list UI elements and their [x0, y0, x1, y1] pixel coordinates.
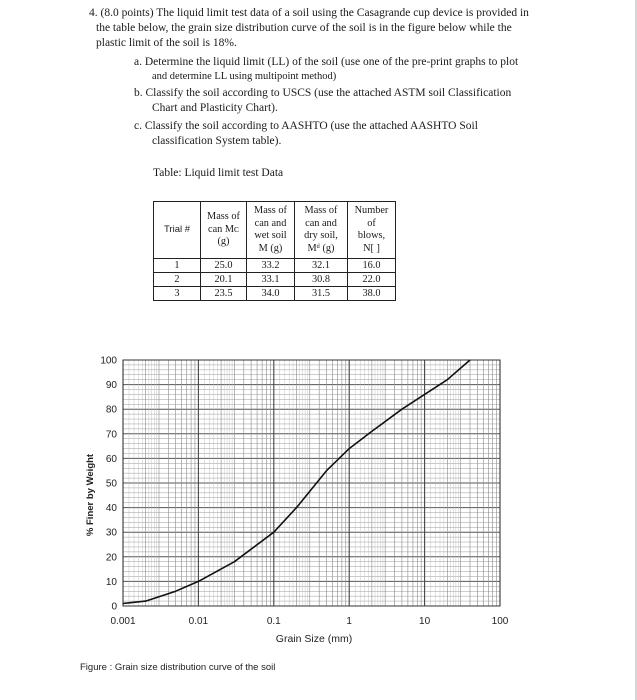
question-line-1: 4. (8.0 points) The liquid limit test data of a soil using the Casagrande cup device is provided in: [89, 7, 529, 19]
part-a-line-1: a. Determine the liquid limit (LL) of the soil (use one of the pre-print graphs to plot: [134, 56, 519, 68]
header-mass-dry: Mass of can and dry soil, Mᵈ (g): [295, 202, 348, 259]
x-tick-label: 0.001: [110, 616, 136, 627]
header-trial: Trial #: [154, 202, 201, 259]
header-mass-can: Mass of can Mᴄ (g): [201, 202, 247, 259]
y-tick-label: 60: [105, 453, 117, 465]
table-row: 3 23.5 34.0 31.5 38.0: [154, 287, 396, 301]
y-tick-label: 70: [105, 429, 117, 441]
x-tick-label: 1: [346, 616, 352, 627]
y-tick-label: 0: [111, 601, 117, 613]
part-a-line-2: and determine LL using multipoint method): [152, 71, 337, 82]
question-line-3: plastic limit of the soil is 18%.: [96, 37, 237, 49]
chart-grid: [123, 360, 500, 606]
part-c-line-1: c. Classify the soil according to AASHTO (use the attached AASHTO Soil: [134, 120, 478, 132]
x-tick-label: 0.01: [188, 616, 209, 627]
y-tick-label: 90: [105, 380, 117, 392]
y-tick-label: 80: [105, 404, 117, 416]
y-tick-label: 20: [105, 552, 117, 564]
y-tick-label: 10: [105, 576, 117, 588]
part-b-line-1: b. Classify the soil according to USCS (use the attached ASTM soil Classification: [134, 87, 512, 99]
x-tick-label: 100: [491, 616, 509, 627]
x-axis-label: Grain Size (mm): [275, 633, 353, 645]
header-blows: Number of blows, N[ ]: [348, 202, 396, 259]
table-row: 1 25.0 33.2 32.1 16.0: [154, 259, 396, 273]
table-row: 2 20.1 33.1 30.8 22.0: [154, 273, 396, 287]
y-tick-label: 30: [105, 527, 117, 539]
x-tick-label: 10: [419, 616, 431, 627]
part-b-line-2: Chart and Plasticity Chart).: [152, 102, 278, 114]
y-tick-label: 40: [105, 503, 117, 515]
x-tick-label: 0.1: [266, 616, 281, 627]
figure-caption: Figure : Grain size distribution curve of the soil: [80, 662, 276, 673]
table-caption: Table: Liquid limit test Data: [153, 167, 284, 179]
y-axis-label: % Finer by Weight: [85, 453, 96, 537]
y-tick-label: 50: [105, 478, 117, 490]
question-line-2: the table below, the grain size distribution curve of the soil is in the figure below while the: [96, 22, 512, 34]
part-c-line-2: classification System table).: [152, 135, 282, 147]
header-mass-wet: Mass of can and wet soil M (g): [247, 202, 295, 259]
y-tick-label: 100: [100, 355, 117, 367]
